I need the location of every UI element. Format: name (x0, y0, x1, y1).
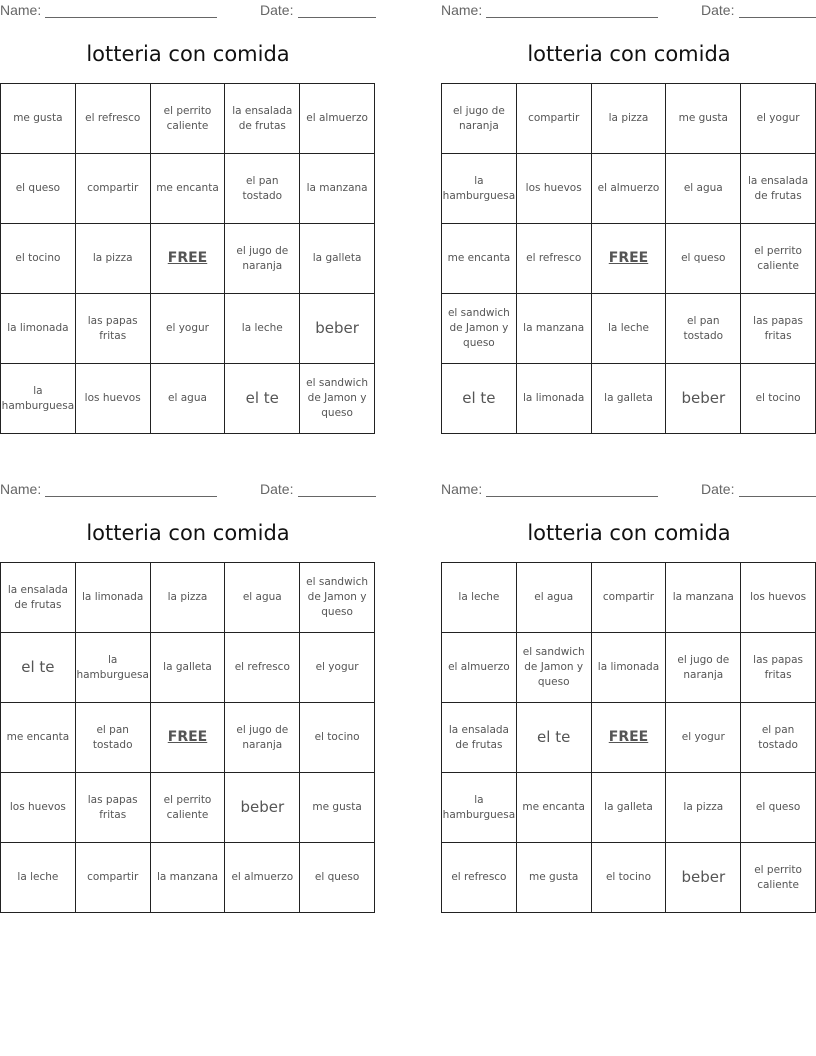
bingo-cell: me gusta (666, 84, 741, 154)
card-header (0, 481, 376, 499)
bingo-cell: el queso (1, 154, 76, 224)
bingo-cell: los huevos (1, 773, 76, 843)
bingo-cell: beber (225, 773, 300, 843)
bingo-card-2 (441, 0, 816, 436)
bingo-cell: la pizza (151, 563, 226, 633)
bingo-cell: el almuerzo (300, 84, 375, 154)
name-label: Name: (441, 2, 483, 18)
name-label: Name: (441, 481, 483, 497)
date-label: Date: (701, 481, 735, 497)
bingo-cell: beber (666, 364, 741, 434)
bingo-cell: el sandwich de Jamon y queso (517, 633, 592, 703)
bingo-grid (441, 562, 816, 913)
bingo-cell: el almuerzo (225, 843, 300, 913)
bingo-cell: la pizza (76, 224, 151, 294)
bingo-cell: la galleta (592, 773, 667, 843)
bingo-cell: la manzana (666, 563, 741, 633)
bingo-cell: la ensalada de frutas (741, 154, 816, 224)
bingo-cell: la ensalada de frutas (225, 84, 300, 154)
bingo-cell: el queso (300, 843, 375, 913)
bingo-cell: me gusta (1, 84, 76, 154)
name-blank-line (45, 17, 217, 18)
bingo-cell: el sandwich de Jamon y queso (300, 563, 375, 633)
bingo-cell: compartir (517, 84, 592, 154)
bingo-cell: compartir (76, 843, 151, 913)
name-blank-line (45, 496, 217, 497)
bingo-cell: los huevos (741, 563, 816, 633)
bingo-cell: la ensalada de frutas (1, 563, 76, 633)
bingo-cell: me encanta (442, 224, 517, 294)
bingo-cell: el queso (666, 224, 741, 294)
bingo-cell: el yogur (300, 633, 375, 703)
bingo-cell: la galleta (300, 224, 375, 294)
date-label: Date: (260, 481, 294, 497)
bingo-cell: el te (517, 703, 592, 773)
card-title: lotteria con comida (527, 42, 731, 66)
date-blank-line (739, 496, 816, 497)
bingo-cell: me encanta (1, 703, 76, 773)
bingo-cell: el agua (517, 563, 592, 633)
bingo-cell: el pan tostado (741, 703, 816, 773)
card-header (441, 481, 816, 499)
bingo-cell: el te (442, 364, 517, 434)
bingo-cell: me gusta (517, 843, 592, 913)
bingo-cell: el jugo de naranja (442, 84, 517, 154)
bingo-cell: el te (225, 364, 300, 434)
free-space: FREE (592, 703, 667, 773)
bingo-cell: las papas fritas (76, 773, 151, 843)
free-space: FREE (151, 224, 226, 294)
bingo-cell: las papas fritas (741, 633, 816, 703)
bingo-cell: el tocino (741, 364, 816, 434)
bingo-cell: el perrito caliente (151, 773, 226, 843)
bingo-cell: el yogur (666, 703, 741, 773)
bingo-cell: el pan tostado (225, 154, 300, 224)
bingo-cell: el almuerzo (592, 154, 667, 224)
bingo-cell: el refresco (76, 84, 151, 154)
bingo-cell: la galleta (592, 364, 667, 434)
date-blank-line (739, 17, 816, 18)
bingo-card-3 (0, 479, 376, 915)
bingo-cell: el refresco (517, 224, 592, 294)
bingo-cell: me encanta (517, 773, 592, 843)
bingo-cell: el agua (151, 364, 226, 434)
bingo-cell: la leche (225, 294, 300, 364)
card-title: lotteria con comida (86, 42, 290, 66)
bingo-cell: beber (666, 843, 741, 913)
bingo-cell: el agua (666, 154, 741, 224)
bingo-cell: el perrito caliente (741, 224, 816, 294)
bingo-grid (441, 83, 816, 434)
bingo-cell: el perrito caliente (151, 84, 226, 154)
bingo-cell: el pan tostado (666, 294, 741, 364)
bingo-cell: me encanta (151, 154, 226, 224)
bingo-cell: el jugo de naranja (225, 703, 300, 773)
bingo-cell: el tocino (300, 703, 375, 773)
bingo-cell: la pizza (592, 84, 667, 154)
card-title: lotteria con comida (86, 521, 290, 545)
bingo-cell: me gusta (300, 773, 375, 843)
bingo-cell: la hamburguesa (1, 364, 76, 434)
name-blank-line (486, 17, 658, 18)
bingo-card-4 (441, 479, 816, 915)
bingo-cell: compartir (592, 563, 667, 633)
name-blank-line (486, 496, 658, 497)
bingo-cell: la pizza (666, 773, 741, 843)
bingo-cell: la limonada (592, 633, 667, 703)
bingo-card-1 (0, 0, 376, 436)
bingo-cell: la ensalada de frutas (442, 703, 517, 773)
bingo-cell: el pan tostado (76, 703, 151, 773)
bingo-cell: los huevos (517, 154, 592, 224)
bingo-cell: el refresco (442, 843, 517, 913)
free-space: FREE (151, 703, 226, 773)
name-label: Name: (0, 481, 42, 497)
bingo-cell: el queso (741, 773, 816, 843)
bingo-cell: la hamburguesa (442, 773, 517, 843)
bingo-cell: el yogur (151, 294, 226, 364)
bingo-cell: el tocino (1, 224, 76, 294)
bingo-cell: la manzana (300, 154, 375, 224)
bingo-cell: el agua (225, 563, 300, 633)
bingo-cell: el perrito caliente (741, 843, 816, 913)
bingo-cell: las papas fritas (741, 294, 816, 364)
date-label: Date: (260, 2, 294, 18)
bingo-cell: la leche (592, 294, 667, 364)
bingo-cell: el sandwich de Jamon y queso (300, 364, 375, 434)
bingo-cell: beber (300, 294, 375, 364)
bingo-cell: los huevos (76, 364, 151, 434)
bingo-cell: la leche (1, 843, 76, 913)
bingo-cell: las papas fritas (76, 294, 151, 364)
bingo-cell: la limonada (517, 364, 592, 434)
bingo-cell: el refresco (225, 633, 300, 703)
bingo-cell: compartir (76, 154, 151, 224)
bingo-cell: el jugo de naranja (225, 224, 300, 294)
bingo-cell: la hamburguesa (442, 154, 517, 224)
date-blank-line (298, 17, 376, 18)
bingo-cell: la manzana (517, 294, 592, 364)
bingo-grid (0, 83, 375, 434)
card-header (441, 2, 816, 20)
date-blank-line (298, 496, 376, 497)
name-label: Name: (0, 2, 42, 18)
bingo-cell: el jugo de naranja (666, 633, 741, 703)
bingo-cell: la limonada (1, 294, 76, 364)
card-header (0, 2, 376, 20)
bingo-cell: el almuerzo (442, 633, 517, 703)
bingo-cell: el yogur (741, 84, 816, 154)
bingo-cell: el tocino (592, 843, 667, 913)
free-space: FREE (592, 224, 667, 294)
bingo-cell: el te (1, 633, 76, 703)
bingo-cell: el sandwich de Jamon y queso (442, 294, 517, 364)
bingo-cell: la hamburguesa (76, 633, 151, 703)
card-title: lotteria con comida (527, 521, 731, 545)
bingo-cell: la limonada (76, 563, 151, 633)
bingo-cell: la galleta (151, 633, 226, 703)
bingo-cell: la leche (442, 563, 517, 633)
bingo-grid (0, 562, 375, 913)
date-label: Date: (701, 2, 735, 18)
bingo-cell: la manzana (151, 843, 226, 913)
